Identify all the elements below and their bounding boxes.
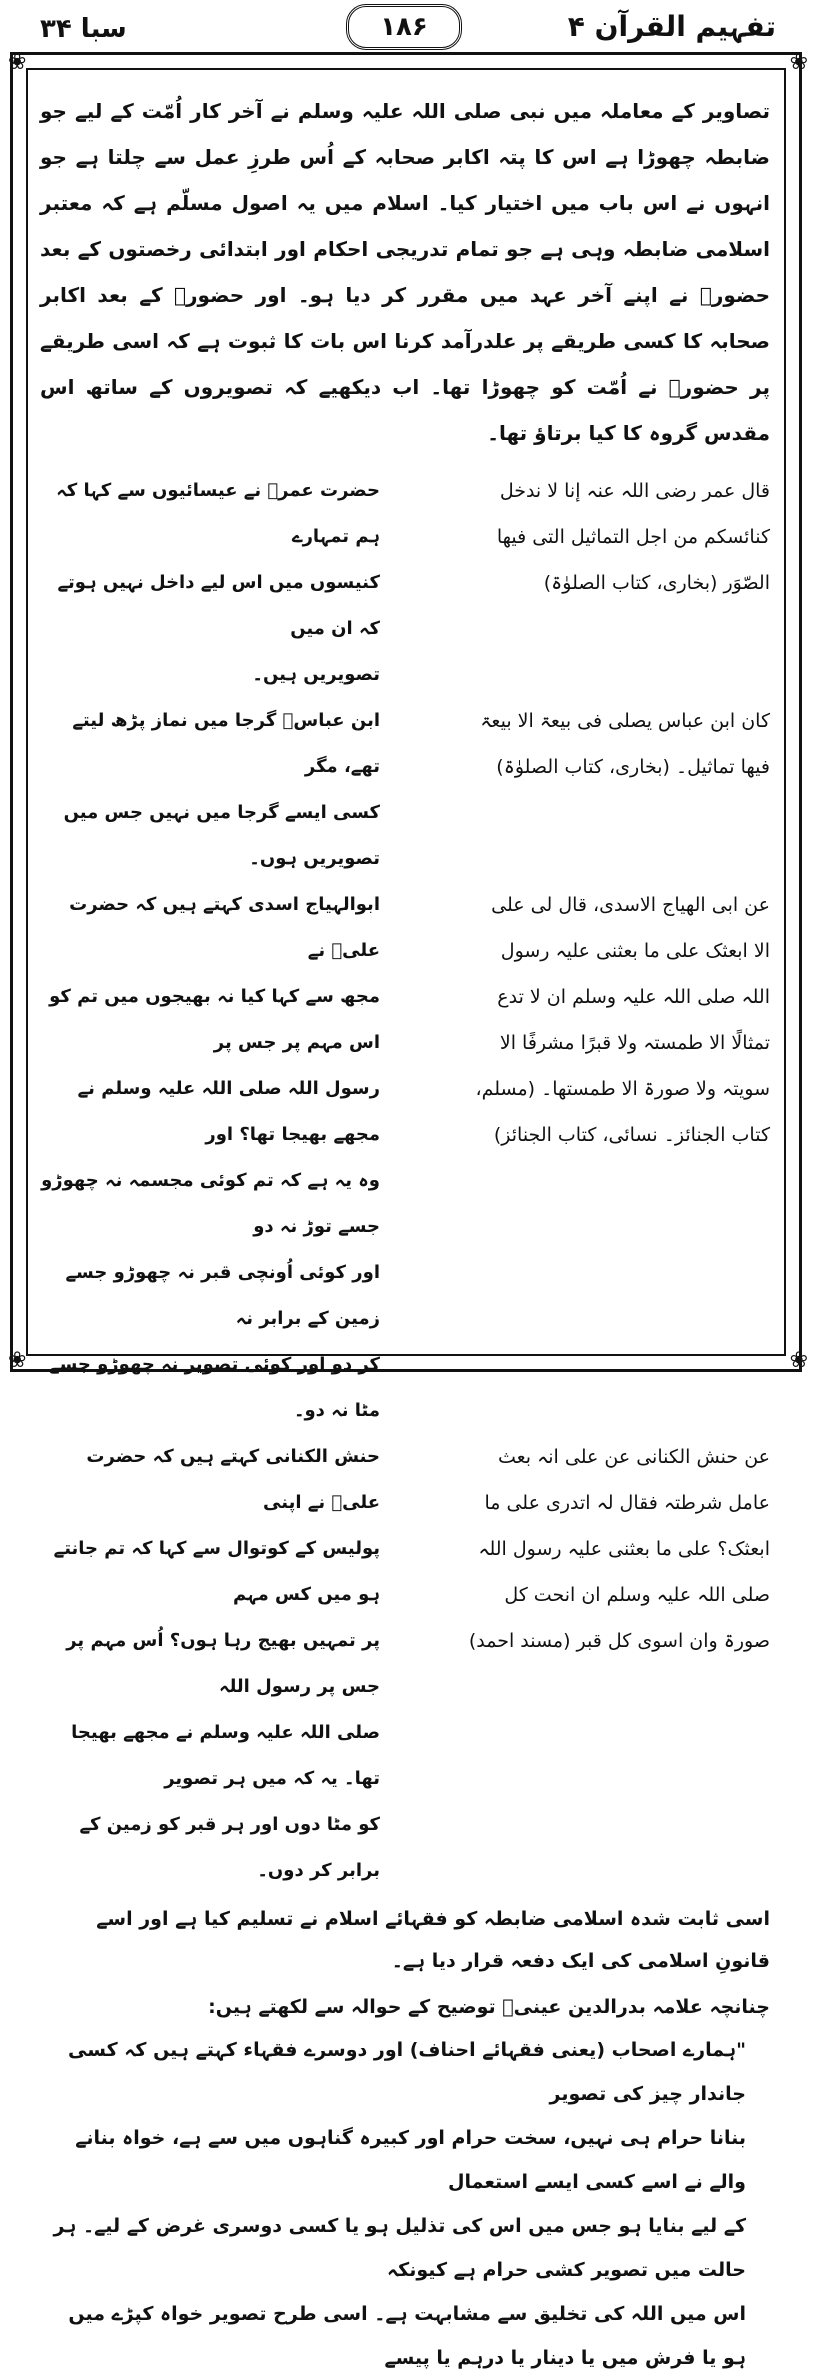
arabic-line: ابعثک؟ علی ما بعثنی علیہ رسول اللہ xyxy=(478,1538,770,1560)
narration-row xyxy=(40,1434,770,1894)
corner-ornament-icon: ❀ xyxy=(8,50,27,75)
arabic-line: عامل شرطتہ فقال لہ اتدری علی ما xyxy=(484,1492,770,1514)
surah-label: سبا ۳۴ xyxy=(40,14,127,44)
urdu-line: ابن عباسؓ گرجا میں نماز پڑھ لیتے تھے، مگر xyxy=(72,710,380,777)
arabic-line: الصّوَر (بخاری، کتاب الصلوٰۃ) xyxy=(543,572,770,594)
arabic-line: کنائسکم من اجل التماثیل التی فیھا xyxy=(496,526,770,548)
arabic-line: عن ابی الھیاج الاسدی، قال لی علی xyxy=(491,894,770,916)
arabic-line: صورۃ وان اسوی کل قبر (مسند احمد) xyxy=(468,1630,770,1652)
urdu-line: حنش الکنانی کہتے ہیں کہ حضرت علیؓ نے اپنی xyxy=(86,1446,380,1513)
arabic-text xyxy=(430,468,770,698)
quote-line: بنانا حرام ہی نہیں، سخت حرام اور کبیرہ گناہوں میں سے ہے، خواہ بنانے والے نے اسے کسی ایسے استعمال xyxy=(75,2127,746,2193)
urdu-line: وہ یہ ہے کہ تم کوئی مجسمہ نہ چھوڑو جسے توڑ نہ دو xyxy=(41,1170,380,1237)
corner-ornament-icon: ❀ xyxy=(8,1348,27,1373)
corner-ornament-icon: ❀ xyxy=(789,50,808,75)
arabic-text xyxy=(430,882,770,1434)
arabic-line: کتاب الجنائز۔ نسائی، کتاب الجنائز) xyxy=(493,1124,770,1146)
page-content xyxy=(40,88,770,2380)
urdu-translation xyxy=(40,468,380,698)
urdu-translation xyxy=(40,698,380,882)
page-header xyxy=(0,0,816,56)
urdu-line: پولیس کے کوتوال سے کہا کہ تم جانتے ہو میں کس مہم xyxy=(53,1538,380,1605)
arabic-line: کان ابن عباس یصلی فی بیعۃ الا بیعۃ xyxy=(480,710,770,732)
quote-line: "ہمارے اصحاب (یعنی فقہائے احناف) اور دوسرے فقہاء کہتے ہیں کہ کسی جاندار چیز کی تصویر xyxy=(68,2039,746,2105)
page-number-badge: ۱۸۶ xyxy=(346,4,462,50)
arabic-line: تمثالًا الا طمستہ ولا قبرًا مشرفًا الا xyxy=(499,1032,770,1054)
quote-line: کے لیے بنایا ہو جس میں اس کی تذلیل ہو یا کسی دوسری غرض کے لیے۔ ہر حالت میں تصویر کشی حرام ہے کیونکہ xyxy=(53,2215,746,2281)
arabic-line: عن حنش الکنانی عن علی انہ بعث xyxy=(497,1446,770,1468)
arabic-line: الا ابعثک علی ما بعثنی علیہ رسول xyxy=(500,940,770,962)
arabic-line: قال عمر رضی اللہ عنہ إنا لا ندخل xyxy=(499,480,770,502)
arabic-line: فیھا تماثیل۔ (بخاری، کتاب الصلوٰۃ) xyxy=(496,756,770,778)
closing-line: چنانچہ علامہ بدرالدین عینیؒ توضیح کے حوالہ سے لکھتے ہیں: xyxy=(208,1996,770,2018)
urdu-line: پر تمہیں بھیج رہا ہوں؟ اُس مہم پر جس پر رسول اللہ xyxy=(66,1630,380,1697)
urdu-line: حضرت عمرؓ نے عیسائیوں سے کہا کہ ہم تمہارے xyxy=(56,480,380,547)
narrations-list xyxy=(40,468,770,1894)
book-title: تفہیم القرآن ۴ xyxy=(567,10,776,43)
urdu-line: تصویریں ہیں۔ xyxy=(252,664,380,685)
urdu-line: کنیسوں میں اس لیے داخل نہیں ہوتے کہ ان میں xyxy=(57,572,380,639)
urdu-line: کر دو اور کوئی تصویر نہ چھوڑو جسے مٹا نہ دو۔ xyxy=(49,1354,380,1421)
urdu-line: کو مٹا دوں اور ہر قبر کو زمین کے برابر کر دوں۔ xyxy=(79,1814,380,1881)
arabic-line: اللہ صلی اللہ علیہ وسلم ان لا تدع xyxy=(497,986,770,1008)
quote-line: اس میں اللہ کی تخلیق سے مشابہت ہے۔ اسی طرح تصویر خواہ کپڑے میں ہو یا فرش میں یا دینار یا درہم یا پیسے xyxy=(68,2303,746,2369)
corner-ornament-icon: ❀ xyxy=(789,1348,808,1373)
urdu-line: رسول اللہ صلی اللہ علیہ وسلم نے مجھے بھیجا تھا؟ اور xyxy=(77,1078,380,1145)
urdu-line: کسی ایسے گرجا میں نہیں جس میں تصویریں ہوں۔ xyxy=(63,802,380,869)
urdu-line: صلی اللہ علیہ وسلم نے مجھے بھیجا تھا۔ یہ کہ میں ہر تصویر xyxy=(71,1722,380,1789)
narration-row xyxy=(40,698,770,882)
urdu-line: مجھ سے کہا کیا نہ بھیجوں میں تم کو اس مہم پر جس پر xyxy=(49,986,380,1053)
closing-line: اسی ثابت شدہ اسلامی ضابطہ کو فقہائے اسلام نے تسلیم کیا ہے اور اسے قانونِ اسلامی کی ایک دفعہ قرار دیا ہے۔ xyxy=(96,1908,770,1972)
arabic-text xyxy=(430,698,770,882)
urdu-translation xyxy=(40,882,380,1434)
urdu-translation xyxy=(40,1434,380,1894)
urdu-line: اور کوئی اُونچی قبر نہ چھوڑو جسے زمین کے برابر نہ xyxy=(65,1262,380,1329)
urdu-line: ابوالہیاج اسدی کہتے ہیں کہ حضرت علیؓ نے xyxy=(69,894,380,961)
arabic-line: صلی اللہ علیہ وسلم ان انحت کل xyxy=(504,1584,770,1606)
arabic-text xyxy=(430,1434,770,1894)
narration-row xyxy=(40,882,770,1434)
intro-paragraph: تصاویر کے معاملہ میں نبی صلی اللہ علیہ وسلم نے آخر کار اُمّت کے لیے جو ضابطہ چھوڑا ہے اس کا پتہ اکابر صحابہ کے اُس طرزِ عمل سے چلتا ہے جو انہوں نے اس باب میں اختیار کیا۔ اسلام میں یہ اصول مسلّم ہے کہ معتبر اسلامی ضابطہ وہی ہے جو تمام تدریجی احکام اور ابتدائی رخصتوں کے بعد حضورؐ نے اپنے آخر عہد میں مقرر کر دیا ہو۔ اور حضورؐ کے بعد اکابر صحابہ کا کسی طریقے پر علدرآمد کرنا اس بات کا ثبوت ہے کہ اسی طریقے پر حضورؐ نے اُمّت کو چھوڑا تھا۔ اب دیکھیے کہ تصویروں کے ساتھ اس مقدس گروہ کا کیا برتاؤ تھا۔ xyxy=(40,99,770,445)
narration-row xyxy=(40,468,770,698)
arabic-line: سویتہ ولا صورۃ الا طمستھا۔ (مسلم، xyxy=(475,1078,770,1100)
quotation-block xyxy=(40,2028,770,2380)
